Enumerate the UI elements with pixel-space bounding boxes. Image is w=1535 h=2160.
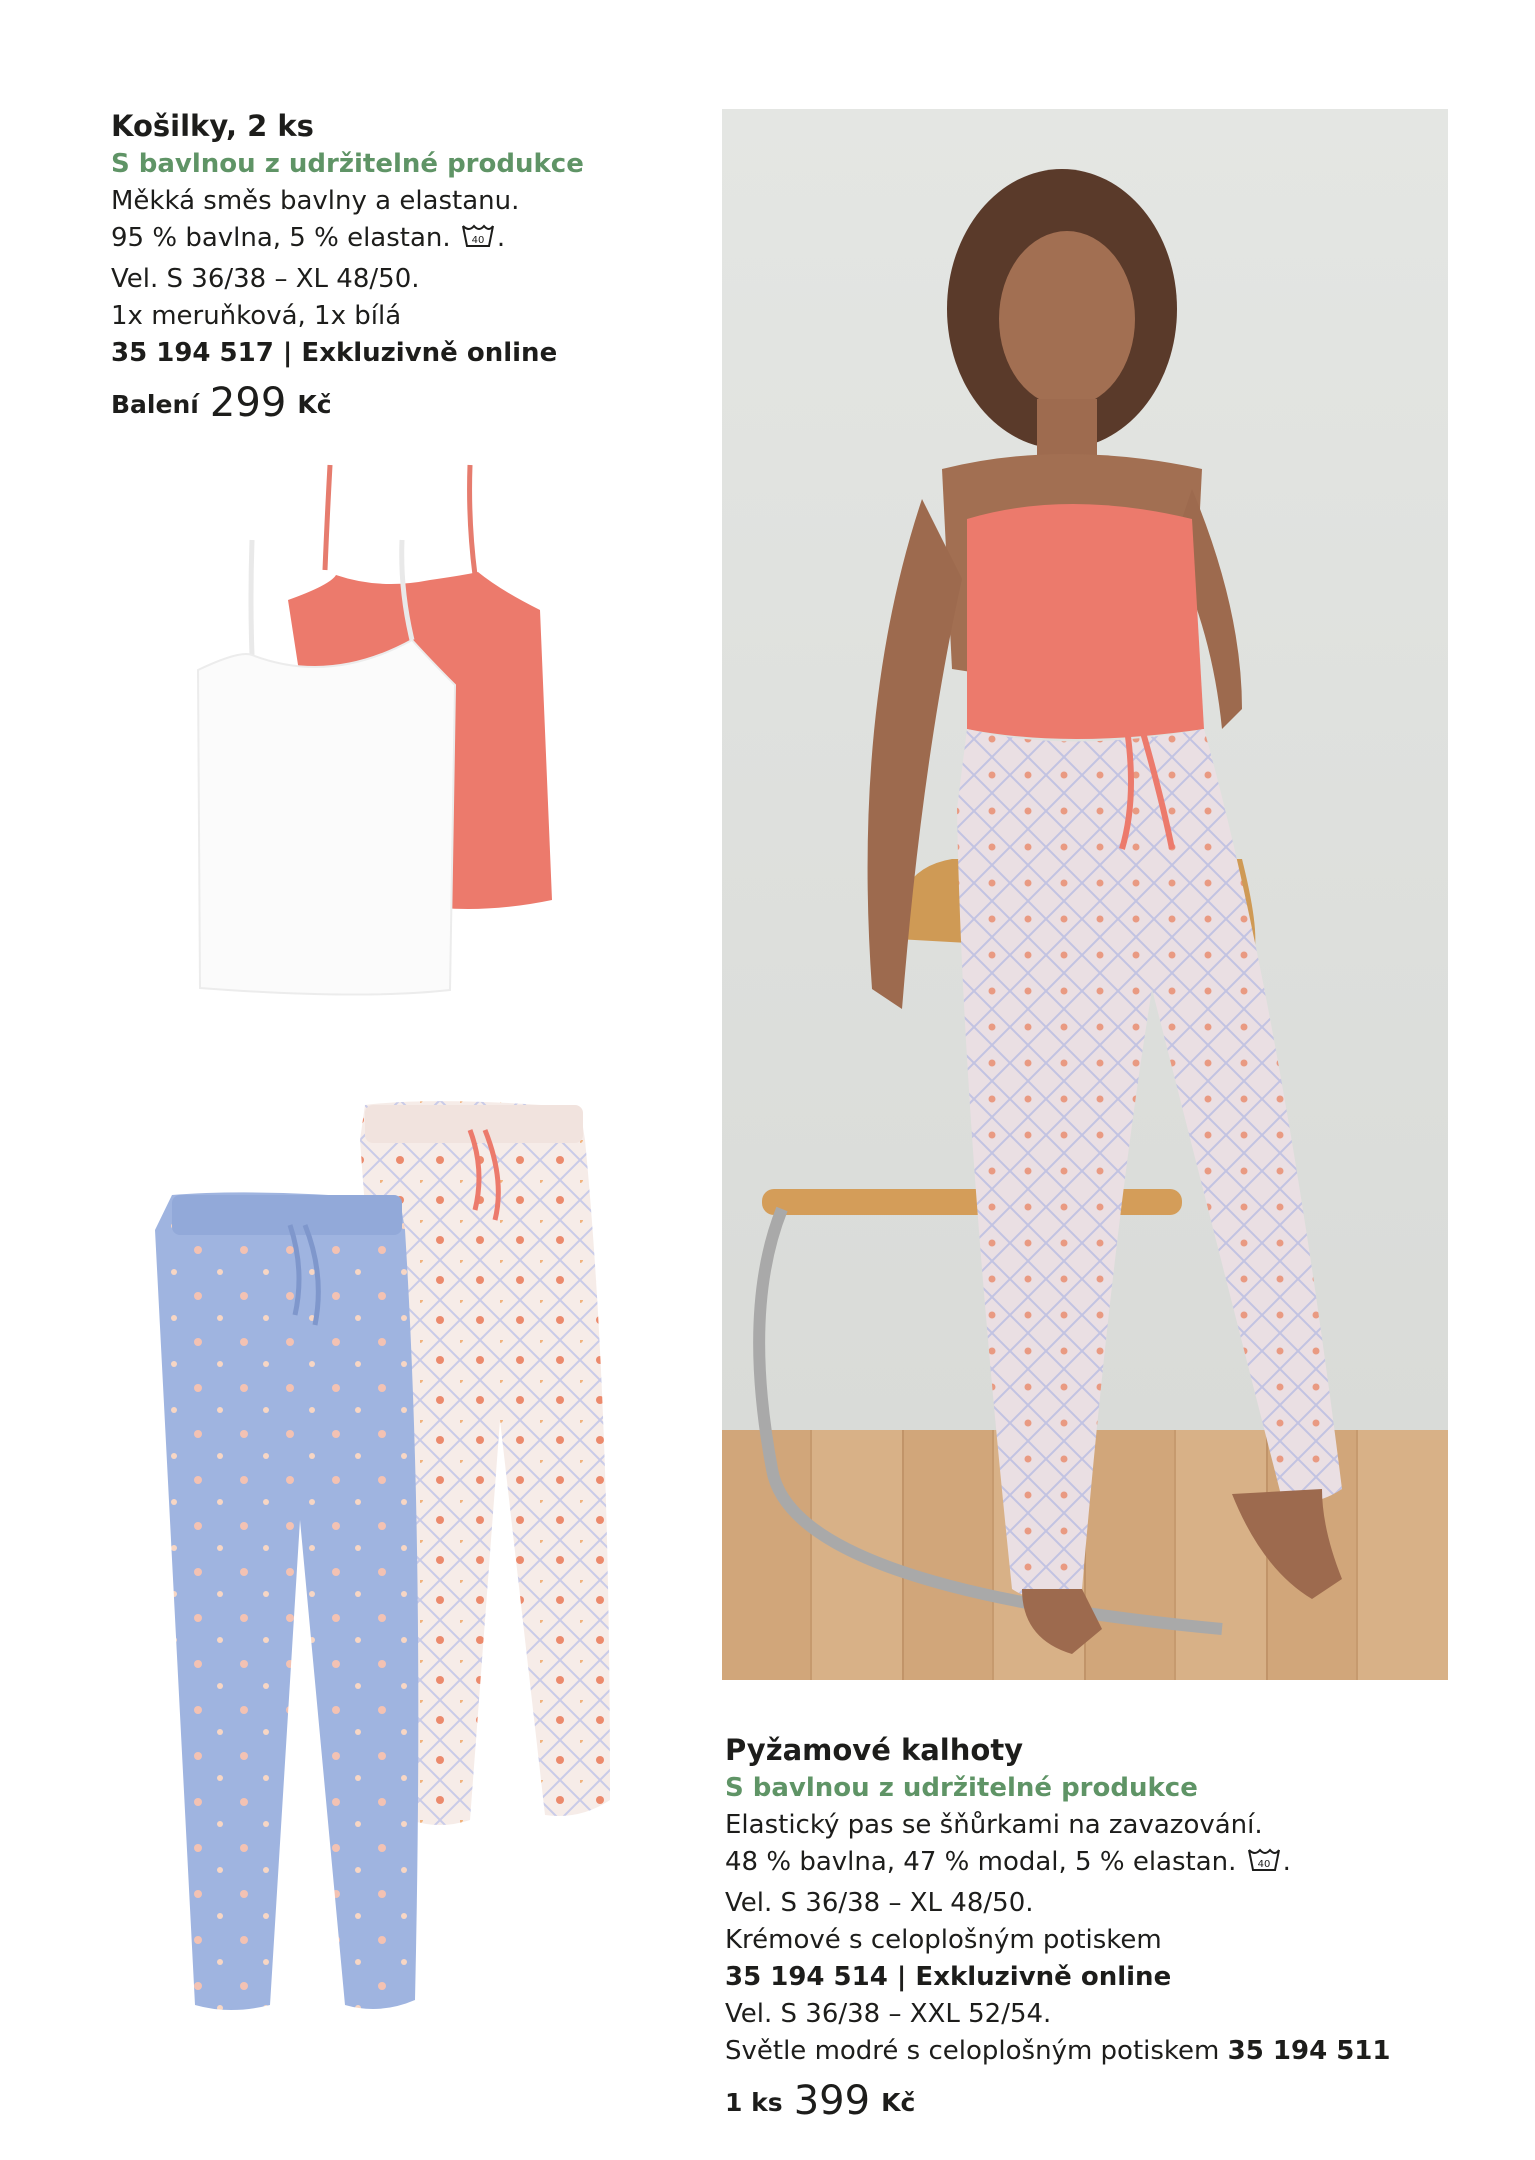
- product-sizes-blue: Vel. S 36/38 – XXL 52/54.: [725, 1999, 1052, 2029]
- product-code-blue: 35 194 511: [1227, 2036, 1391, 2066]
- product-code: 35 194 517 | Exkluzivně online: [111, 338, 558, 368]
- material-text: 48 % bavlna, 47 % modal, 5 % elastan.: [725, 1847, 1237, 1877]
- variant-cream: Krémové s celoplošným potiskem: [725, 1925, 1162, 1955]
- product-price: [725, 2078, 1391, 2124]
- material-text: 95 % bavlna, 5 % elastan.: [111, 223, 451, 253]
- product-description: Měkká směs bavlny a elastanu.: [111, 186, 520, 216]
- variant-blue: [725, 2033, 1391, 2070]
- wash-40-icon: [461, 222, 495, 261]
- product-material: [111, 220, 584, 261]
- wash-label: 40: [471, 235, 485, 246]
- wash-40-icon: [1247, 1846, 1281, 1885]
- price-unit: 1 ks: [725, 2088, 783, 2117]
- product-sizes: Vel. S 36/38 – XL 48/50.: [725, 1888, 1034, 1918]
- tops-image: [180, 460, 560, 1020]
- variant-blue-text: Světle modré s celoplošným potiskem: [725, 2036, 1220, 2066]
- price-amount: 399: [793, 2078, 871, 2124]
- model-figure: [722, 109, 1448, 1680]
- product-sizes: Vel. S 36/38 – XL 48/50.: [111, 264, 420, 294]
- blue-pajama-pants: [155, 1192, 418, 2010]
- product-subtitle: S bavlnou z udržitelné produkce: [725, 1773, 1198, 1803]
- price-amount: 299: [209, 380, 287, 426]
- price-unit: Balení: [111, 390, 199, 419]
- product-code-cream: 35 194 514 | Exkluzivně online: [725, 1962, 1172, 1992]
- product-tops-info: [111, 106, 584, 426]
- product-material: [725, 1844, 1391, 1885]
- price-currency: Kč: [297, 390, 332, 419]
- material-suffix: .: [1282, 1847, 1291, 1877]
- product-description: Elastický pas se šňůrkami na zavazování.: [725, 1810, 1263, 1840]
- price-currency: Kč: [881, 2088, 916, 2117]
- product-colors: 1x meruňková, 1x bílá: [111, 301, 402, 331]
- model-photo: [722, 109, 1448, 1680]
- product-price: [111, 380, 584, 426]
- wash-label: 40: [1257, 1859, 1271, 1870]
- pants-image: [140, 1100, 620, 2040]
- product-pants-info: [725, 1730, 1391, 2124]
- product-title: Pyžamové kalhoty: [725, 1733, 1024, 1767]
- material-suffix: .: [496, 223, 506, 253]
- product-subtitle: S bavlnou z udržitelné produkce: [111, 149, 584, 179]
- product-title: Košilky, 2 ks: [111, 109, 314, 143]
